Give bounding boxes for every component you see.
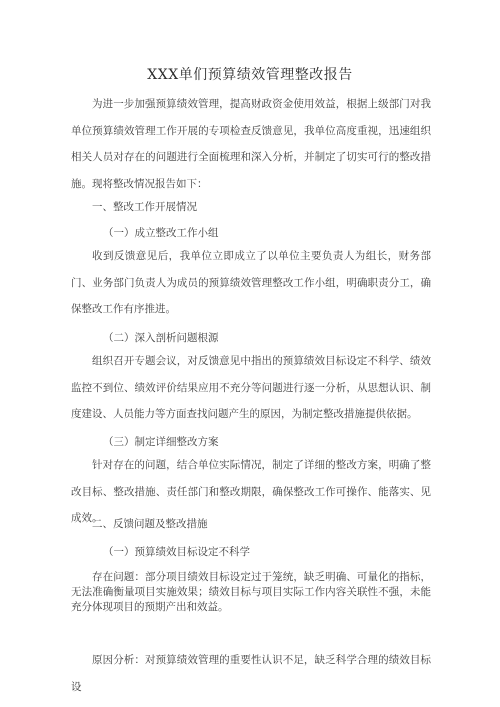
section-1-subheading-1: （一）成立整改工作小组 <box>103 227 219 239</box>
section-1-subheading-3: （三）制定详细整改方案 <box>103 436 219 448</box>
document-title: XXX单们预算绩效管理整改报告 <box>147 67 353 83</box>
section-1-heading: 一、整改工作开展情况 <box>92 201 197 213</box>
section-2-heading: 二、反馈问题及整改措施 <box>92 518 208 530</box>
section-1-paragraph-2: 组织召开专题会议，对反馈意见中指出的预算绩效目标设定不科学、绩效监控不到位、绩效评价结果应用不充分等问题进行逐一分析，从思想认识、制度建设、人员能力等方面查找问题产生的原因，为制定整改措施提供依据。 <box>71 355 431 420</box>
section-1-subheading-2: （二）深入剖析问题根源 <box>103 332 219 344</box>
section-1-paragraph-3: 针对存在的问题，结合单位实际情况，制定了详细的整改方案，明确了整改目标、整改措施、责任部门和整改期限，确保整改工作可操作、能落实、见成效。 <box>71 459 431 524</box>
section-2-analysis-paragraph: 原因分析：对预算绩效管理的重要性认识不足，缺乏科学合理的绩效目标设 <box>71 654 431 693</box>
section-2-problem-paragraph: 存在问题：部分项目绩效目标设定过于笼统，缺乏明确、可量化的指标，无法准确衡量项目实施效果；绩效目标与项目实际工作内容关联性不强，未能充分体现项目的预期产出和效益。 <box>71 571 431 613</box>
intro-paragraph: 为进一步加强预算绩效管理，提高财政资金使用效益，根据上级部门对我单位预算绩效管理工作开展的专项检查反馈意见，我单位高度重视，迅速组织相关人员对存在的问题进行全面梳理和深入分析，并制定了切实可行的整改措施。现将整改情况报告如下： <box>71 98 431 190</box>
section-1-paragraph-1: 收到反馈意见后，我单位立即成立了以单位主要负责人为组长，财务部门、业务部门负责人为成员的预算绩效管理整改工作小组，明确职责分工，确保整改工作有序推进。 <box>71 250 431 315</box>
section-2-subheading-1: （一）预算绩效目标设定不科学 <box>103 546 250 558</box>
